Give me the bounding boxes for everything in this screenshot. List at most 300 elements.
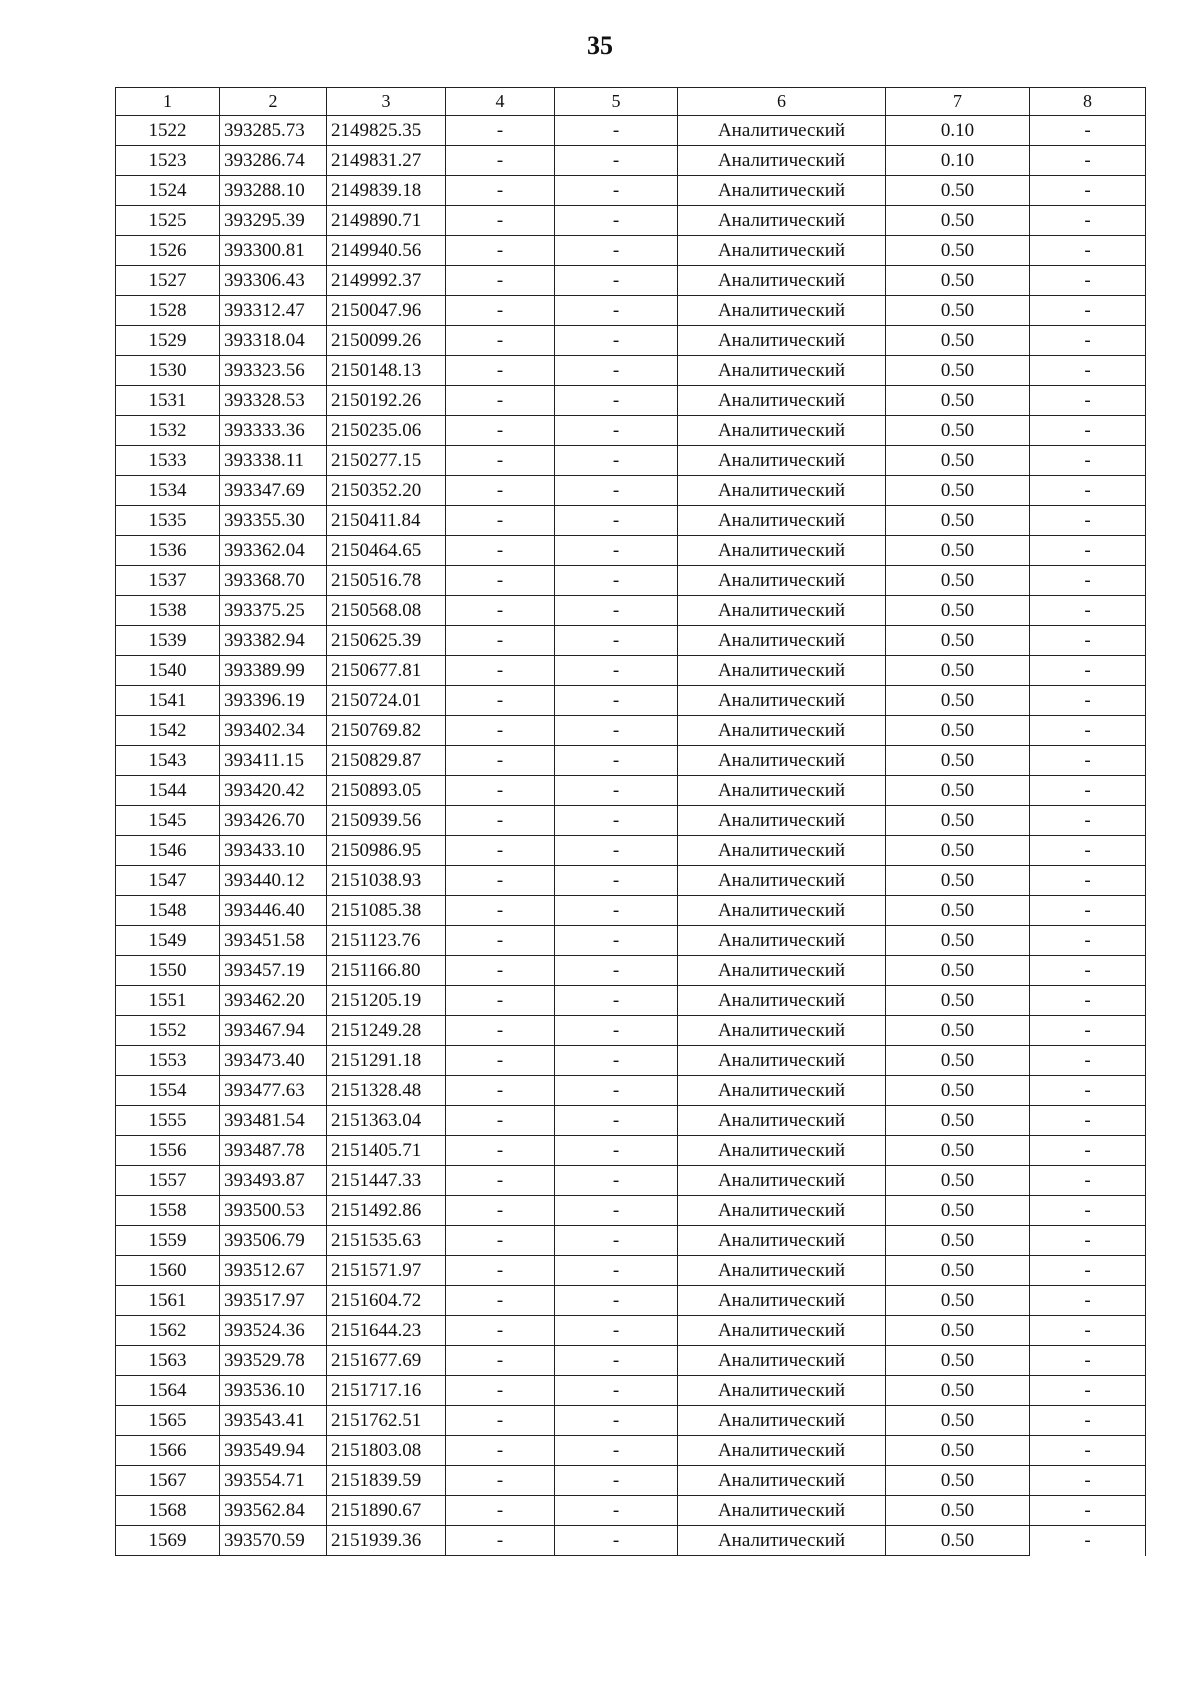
table-cell-col-1: 1541	[116, 686, 220, 716]
table-cell-col-6: Аналитический	[678, 146, 886, 176]
table-row	[116, 566, 1146, 596]
table-cell-col-8: -	[1030, 446, 1146, 476]
table-cell-col-5: -	[555, 506, 678, 536]
table-cell-col-5: -	[555, 746, 678, 776]
table-cell-col-6: Аналитический	[678, 1046, 886, 1076]
table-row	[116, 1406, 1146, 1436]
table-cell-col-4: -	[446, 656, 555, 686]
table-row	[116, 1106, 1146, 1136]
table-cell-col-1: 1548	[116, 896, 220, 926]
table-cell-col-7: 0.50	[886, 1106, 1030, 1136]
table-cell-col-1: 1549	[116, 926, 220, 956]
table-cell-col-6: Аналитический	[678, 896, 886, 926]
table-row	[116, 686, 1146, 716]
table-cell-col-7: 0.50	[886, 446, 1030, 476]
table-cell-col-6: Аналитический	[678, 116, 886, 146]
table-cell-col-3: 2151085.38	[327, 896, 446, 926]
table-cell-col-7: 0.50	[886, 506, 1030, 536]
table-cell-col-6: Аналитический	[678, 656, 886, 686]
table-cell-col-2: 393402.34	[220, 716, 327, 746]
table-row	[116, 866, 1146, 896]
table-cell-col-5: -	[555, 446, 678, 476]
table-cell-col-4: -	[446, 1406, 555, 1436]
table-cell-col-8: -	[1030, 476, 1146, 506]
table-cell-col-5: -	[555, 1436, 678, 1466]
table-row	[116, 1076, 1146, 1106]
table-cell-col-3: 2151677.69	[327, 1346, 446, 1376]
table-cell-col-3: 2150464.65	[327, 536, 446, 566]
table-cell-col-7: 0.50	[886, 776, 1030, 806]
table-cell-col-8: -	[1030, 206, 1146, 236]
table-cell-col-4: -	[446, 896, 555, 926]
table-cell-col-2: 393306.43	[220, 266, 327, 296]
table-cell-col-1: 1551	[116, 986, 220, 1016]
table-cell-col-8: -	[1030, 1106, 1146, 1136]
table-cell-col-8: -	[1030, 386, 1146, 416]
table-cell-col-3: 2150568.08	[327, 596, 446, 626]
table-cell-col-2: 393500.53	[220, 1196, 327, 1226]
table-cell-col-2: 393362.04	[220, 536, 327, 566]
table-cell-col-4: -	[446, 686, 555, 716]
table-cell-col-4: -	[446, 1016, 555, 1046]
table-cell-col-8: -	[1030, 1376, 1146, 1406]
table-cell-col-6: Аналитический	[678, 596, 886, 626]
table-cell-col-7: 0.50	[886, 1226, 1030, 1256]
table-cell-col-7: 0.50	[886, 206, 1030, 236]
table-cell-col-7: 0.50	[886, 536, 1030, 566]
table-row	[116, 236, 1146, 266]
table-cell-col-4: -	[446, 476, 555, 506]
table-cell-col-4: -	[446, 1046, 555, 1076]
table-row	[116, 1046, 1146, 1076]
table-cell-col-4: -	[446, 986, 555, 1016]
table-cell-col-7: 0.50	[886, 1046, 1030, 1076]
table-cell-col-2: 393481.54	[220, 1106, 327, 1136]
table-cell-col-4: -	[446, 596, 555, 626]
table-row	[116, 416, 1146, 446]
table-cell-col-6: Аналитический	[678, 806, 886, 836]
table-cell-col-3: 2150192.26	[327, 386, 446, 416]
table-cell-col-4: -	[446, 1136, 555, 1166]
table-cell-col-2: 393323.56	[220, 356, 327, 386]
table-row	[116, 386, 1146, 416]
table-cell-col-6: Аналитический	[678, 1436, 886, 1466]
table-cell-col-3: 2151717.16	[327, 1376, 446, 1406]
table-cell-col-4: -	[446, 866, 555, 896]
table-cell-col-3: 2150099.26	[327, 326, 446, 356]
table-cell-col-3: 2151644.23	[327, 1316, 446, 1346]
table-cell-col-8: -	[1030, 1526, 1146, 1556]
table-cell-col-4: -	[446, 356, 555, 386]
table-cell-col-3: 2151249.28	[327, 1016, 446, 1046]
table-row	[116, 1166, 1146, 1196]
table-cell-col-5: -	[555, 206, 678, 236]
table-cell-col-4: -	[446, 566, 555, 596]
table-cell-col-3: 2149940.56	[327, 236, 446, 266]
table-cell-col-3: 2149992.37	[327, 266, 446, 296]
table-cell-col-5: -	[555, 566, 678, 596]
table-cell-col-8: -	[1030, 1226, 1146, 1256]
table-row	[116, 146, 1146, 176]
table-row	[116, 506, 1146, 536]
table-cell-col-7: 0.50	[886, 1016, 1030, 1046]
table-cell-col-8: -	[1030, 1196, 1146, 1226]
table-cell-col-3: 2149831.27	[327, 146, 446, 176]
table-cell-col-1: 1560	[116, 1256, 220, 1286]
table-cell-col-5: -	[555, 896, 678, 926]
table-cell-col-6: Аналитический	[678, 1526, 886, 1556]
table-cell-col-2: 393328.53	[220, 386, 327, 416]
table-cell-col-5: -	[555, 596, 678, 626]
table-row	[116, 926, 1146, 956]
table-cell-col-6: Аналитический	[678, 296, 886, 326]
table-cell-col-7: 0.50	[886, 716, 1030, 746]
table-cell-col-6: Аналитический	[678, 1076, 886, 1106]
table-cell-col-1: 1544	[116, 776, 220, 806]
table-cell-col-8: -	[1030, 1466, 1146, 1496]
table-cell-col-2: 393355.30	[220, 506, 327, 536]
table-cell-col-2: 393396.19	[220, 686, 327, 716]
table-cell-col-7: 0.50	[886, 356, 1030, 386]
table-cell-col-4: -	[446, 506, 555, 536]
table-row	[116, 596, 1146, 626]
table-row	[116, 656, 1146, 686]
table-cell-col-6: Аналитический	[678, 1136, 886, 1166]
table-cell-col-3: 2150352.20	[327, 476, 446, 506]
table-cell-col-2: 393487.78	[220, 1136, 327, 1166]
table-cell-col-8: -	[1030, 956, 1146, 986]
table-cell-col-7: 0.50	[886, 1436, 1030, 1466]
table-row	[116, 626, 1146, 656]
table-cell-col-3: 2151123.76	[327, 926, 446, 956]
table-cell-col-4: -	[446, 1226, 555, 1256]
table-cell-col-1: 1536	[116, 536, 220, 566]
table-cell-col-1: 1565	[116, 1406, 220, 1436]
table-cell-col-4: -	[446, 416, 555, 446]
table-cell-col-3: 2149890.71	[327, 206, 446, 236]
table-cell-col-5: -	[555, 386, 678, 416]
table-row	[116, 1316, 1146, 1346]
table-row	[116, 176, 1146, 206]
table-row	[116, 1496, 1146, 1526]
table-cell-col-1: 1546	[116, 836, 220, 866]
table-cell-col-4: -	[446, 206, 555, 236]
table-cell-col-7: 0.50	[886, 1256, 1030, 1286]
table-cell-col-1: 1564	[116, 1376, 220, 1406]
table-cell-col-5: -	[555, 686, 678, 716]
table-cell-col-1: 1558	[116, 1196, 220, 1226]
table-cell-col-8: -	[1030, 1256, 1146, 1286]
table-cell-col-5: -	[555, 326, 678, 356]
table-cell-col-7: 0.50	[886, 1136, 1030, 1166]
table-cell-col-2: 393529.78	[220, 1346, 327, 1376]
table-cell-col-7: 0.50	[886, 926, 1030, 956]
table-cell-col-1: 1555	[116, 1106, 220, 1136]
table-cell-col-4: -	[446, 146, 555, 176]
table-cell-col-2: 393562.84	[220, 1496, 327, 1526]
table-row	[116, 116, 1146, 146]
table-cell-col-7: 0.50	[886, 386, 1030, 416]
table-cell-col-2: 393333.36	[220, 416, 327, 446]
table-cell-col-2: 393382.94	[220, 626, 327, 656]
table-cell-col-7: 0.50	[886, 176, 1030, 206]
table-cell-col-7: 0.50	[886, 476, 1030, 506]
table-cell-col-3: 2150986.95	[327, 836, 446, 866]
table-cell-col-1: 1559	[116, 1226, 220, 1256]
table-cell-col-2: 393457.19	[220, 956, 327, 986]
table-cell-col-1: 1552	[116, 1016, 220, 1046]
table-cell-col-7: 0.50	[886, 1286, 1030, 1316]
table-cell-col-2: 393512.67	[220, 1256, 327, 1286]
table-cell-col-6: Аналитический	[678, 776, 886, 806]
table-cell-col-2: 393477.63	[220, 1076, 327, 1106]
table-cell-col-4: -	[446, 1526, 555, 1556]
table-cell-col-7: 0.50	[886, 896, 1030, 926]
table-cell-col-4: -	[446, 1436, 555, 1466]
table-cell-col-5: -	[555, 1046, 678, 1076]
table-cell-col-6: Аналитический	[678, 206, 886, 236]
table-cell-col-6: Аналитический	[678, 356, 886, 386]
table-cell-col-1: 1568	[116, 1496, 220, 1526]
table-cell-col-8: -	[1030, 596, 1146, 626]
table-cell-col-1: 1532	[116, 416, 220, 446]
table-cell-col-8: -	[1030, 536, 1146, 566]
table-cell-col-7: 0.50	[886, 1196, 1030, 1226]
table-cell-col-2: 393517.97	[220, 1286, 327, 1316]
table-cell-col-8: -	[1030, 656, 1146, 686]
table-cell-col-7: 0.50	[886, 1526, 1030, 1556]
table-cell-col-6: Аналитический	[678, 476, 886, 506]
table-cell-col-7: 0.50	[886, 1076, 1030, 1106]
table-cell-col-7: 0.50	[886, 1496, 1030, 1526]
table-cell-col-7: 0.50	[886, 1316, 1030, 1346]
table-cell-col-3: 2151405.71	[327, 1136, 446, 1166]
table-cell-col-3: 2151205.19	[327, 986, 446, 1016]
table-cell-col-1: 1529	[116, 326, 220, 356]
table-cell-col-1: 1531	[116, 386, 220, 416]
table-cell-col-2: 393411.15	[220, 746, 327, 776]
table-cell-col-7: 0.10	[886, 116, 1030, 146]
table-row	[116, 356, 1146, 386]
table-header	[116, 88, 1146, 116]
table-cell-col-5: -	[555, 866, 678, 896]
table-cell-col-4: -	[446, 1256, 555, 1286]
table-cell-col-1: 1543	[116, 746, 220, 776]
table-cell-col-2: 393536.10	[220, 1376, 327, 1406]
table-cell-col-1: 1527	[116, 266, 220, 296]
table-cell-col-1: 1533	[116, 446, 220, 476]
table-cell-col-8: -	[1030, 866, 1146, 896]
table-cell-col-8: -	[1030, 116, 1146, 146]
table-row	[116, 1196, 1146, 1226]
table-cell-col-2: 393440.12	[220, 866, 327, 896]
header-col-8: 8	[1030, 88, 1146, 116]
table-cell-col-6: Аналитический	[678, 1376, 886, 1406]
table-cell-col-6: Аналитический	[678, 1286, 886, 1316]
table-cell-col-5: -	[555, 296, 678, 326]
table-cell-col-8: -	[1030, 986, 1146, 1016]
table-cell-col-8: -	[1030, 416, 1146, 446]
table-cell-col-2: 393420.42	[220, 776, 327, 806]
table-cell-col-6: Аналитический	[678, 1166, 886, 1196]
table-cell-col-3: 2151939.36	[327, 1526, 446, 1556]
table-cell-col-7: 0.50	[886, 296, 1030, 326]
table-cell-col-5: -	[555, 1316, 678, 1346]
table-cell-col-2: 393338.11	[220, 446, 327, 476]
table-cell-col-8: -	[1030, 1166, 1146, 1196]
table-cell-col-6: Аналитический	[678, 686, 886, 716]
table-cell-col-4: -	[446, 296, 555, 326]
table-cell-col-1: 1524	[116, 176, 220, 206]
table-cell-col-4: -	[446, 956, 555, 986]
table-cell-col-1: 1566	[116, 1436, 220, 1466]
table-cell-col-8: -	[1030, 506, 1146, 536]
table-row	[116, 746, 1146, 776]
table-cell-col-3: 2151890.67	[327, 1496, 446, 1526]
header-row	[116, 88, 1146, 116]
table-cell-col-1: 1534	[116, 476, 220, 506]
table-cell-col-1: 1540	[116, 656, 220, 686]
table-cell-col-7: 0.50	[886, 746, 1030, 776]
table-cell-col-4: -	[446, 926, 555, 956]
table-cell-col-3: 2151166.80	[327, 956, 446, 986]
table-cell-col-4: -	[446, 626, 555, 656]
table-cell-col-5: -	[555, 1286, 678, 1316]
table-cell-col-8: -	[1030, 266, 1146, 296]
table-cell-col-3: 2150677.81	[327, 656, 446, 686]
table-row	[116, 446, 1146, 476]
table-cell-col-3: 2151492.86	[327, 1196, 446, 1226]
table-cell-col-3: 2149825.35	[327, 116, 446, 146]
table-cell-col-8: -	[1030, 836, 1146, 866]
table-cell-col-2: 393506.79	[220, 1226, 327, 1256]
table-cell-col-8: -	[1030, 356, 1146, 386]
header-col-6: 6	[678, 88, 886, 116]
table-cell-col-4: -	[446, 1316, 555, 1346]
table-cell-col-4: -	[446, 116, 555, 146]
page-number: 35	[587, 31, 613, 60]
table-cell-col-8: -	[1030, 626, 1146, 656]
table-cell-col-3: 2151447.33	[327, 1166, 446, 1196]
table-cell-col-6: Аналитический	[678, 926, 886, 956]
table-cell-col-5: -	[555, 626, 678, 656]
table-cell-col-8: -	[1030, 1016, 1146, 1046]
table-cell-col-3: 2150516.78	[327, 566, 446, 596]
table-cell-col-8: -	[1030, 1496, 1146, 1526]
table-row	[116, 206, 1146, 236]
table-cell-col-8: -	[1030, 716, 1146, 746]
table-cell-col-5: -	[555, 116, 678, 146]
table-cell-col-8: -	[1030, 1046, 1146, 1076]
table-cell-col-3: 2150893.05	[327, 776, 446, 806]
table-cell-col-6: Аналитический	[678, 566, 886, 596]
table-cell-col-8: -	[1030, 746, 1146, 776]
table-cell-col-3: 2151762.51	[327, 1406, 446, 1436]
table-cell-col-2: 393285.73	[220, 116, 327, 146]
table-cell-col-4: -	[446, 1346, 555, 1376]
table-row	[116, 836, 1146, 866]
table-cell-col-2: 393473.40	[220, 1046, 327, 1076]
header-col-1: 1	[116, 88, 220, 116]
table-cell-col-7: 0.50	[886, 1346, 1030, 1376]
table-cell-col-1: 1550	[116, 956, 220, 986]
table-row	[116, 1436, 1146, 1466]
table-cell-col-2: 393375.25	[220, 596, 327, 626]
table-cell-col-3: 2150829.87	[327, 746, 446, 776]
table-body	[116, 116, 1146, 1556]
table-cell-col-7: 0.50	[886, 1376, 1030, 1406]
table-cell-col-3: 2151803.08	[327, 1436, 446, 1466]
table-cell-col-4: -	[446, 716, 555, 746]
table-cell-col-6: Аналитический	[678, 1016, 886, 1046]
table-cell-col-4: -	[446, 776, 555, 806]
table-cell-col-3: 2150277.15	[327, 446, 446, 476]
table-cell-col-6: Аналитический	[678, 1466, 886, 1496]
table-row	[116, 896, 1146, 926]
table-cell-col-2: 393389.99	[220, 656, 327, 686]
table-cell-col-1: 1526	[116, 236, 220, 266]
table-cell-col-4: -	[446, 1286, 555, 1316]
table-cell-col-5: -	[555, 1376, 678, 1406]
table-cell-col-7: 0.50	[886, 1166, 1030, 1196]
table-cell-col-1: 1553	[116, 1046, 220, 1076]
table-cell-col-5: -	[555, 1076, 678, 1106]
table-cell-col-2: 393347.69	[220, 476, 327, 506]
table-cell-col-2: 393467.94	[220, 1016, 327, 1046]
table-cell-col-5: -	[555, 956, 678, 986]
table-row	[116, 476, 1146, 506]
table-cell-col-3: 2151839.59	[327, 1466, 446, 1496]
table-cell-col-7: 0.50	[886, 566, 1030, 596]
table-cell-col-2: 393549.94	[220, 1436, 327, 1466]
table-cell-col-5: -	[555, 1466, 678, 1496]
table-cell-col-3: 2150047.96	[327, 296, 446, 326]
table-row	[116, 1466, 1146, 1496]
table-cell-col-6: Аналитический	[678, 506, 886, 536]
table-cell-col-2: 393426.70	[220, 806, 327, 836]
table-cell-col-5: -	[555, 776, 678, 806]
table-cell-col-3: 2150769.82	[327, 716, 446, 746]
table-cell-col-6: Аналитический	[678, 446, 886, 476]
table-cell-col-5: -	[555, 176, 678, 206]
table-cell-col-2: 393288.10	[220, 176, 327, 206]
table-cell-col-6: Аналитический	[678, 1106, 886, 1136]
table-cell-col-5: -	[555, 236, 678, 266]
table-row	[116, 296, 1146, 326]
table-row	[116, 326, 1146, 356]
table-cell-col-3: 2150148.13	[327, 356, 446, 386]
table-cell-col-6: Аналитический	[678, 866, 886, 896]
table-cell-col-3: 2151604.72	[327, 1286, 446, 1316]
table-cell-col-8: -	[1030, 146, 1146, 176]
table-row	[116, 956, 1146, 986]
table-row	[116, 1136, 1146, 1166]
table-cell-col-3: 2150724.01	[327, 686, 446, 716]
table-cell-col-8: -	[1030, 686, 1146, 716]
table-cell-col-2: 393295.39	[220, 206, 327, 236]
table-cell-col-8: -	[1030, 566, 1146, 596]
table-row	[116, 1346, 1146, 1376]
table-cell-col-5: -	[555, 986, 678, 1016]
table-cell-col-6: Аналитический	[678, 386, 886, 416]
table-cell-col-2: 393451.58	[220, 926, 327, 956]
table-row	[116, 776, 1146, 806]
table-cell-col-3: 2151571.97	[327, 1256, 446, 1286]
table-cell-col-5: -	[555, 1106, 678, 1136]
table-cell-col-2: 393286.74	[220, 146, 327, 176]
table-cell-col-7: 0.50	[886, 596, 1030, 626]
table-cell-col-6: Аналитический	[678, 326, 886, 356]
